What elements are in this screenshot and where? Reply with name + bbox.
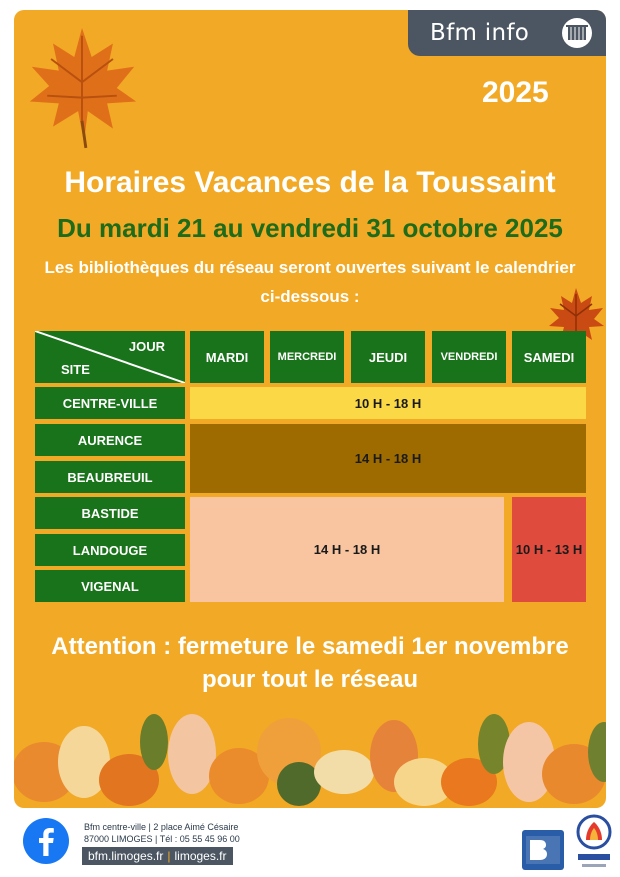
site-label: VIGENAL	[35, 570, 185, 602]
brand-header	[408, 10, 606, 56]
facebook-icon[interactable]	[23, 818, 69, 864]
corner-day-label: JOUR	[128, 339, 165, 354]
pumpkins-illustration	[14, 702, 606, 808]
hours-weekdays-others: 14 H - 18 H	[190, 497, 504, 602]
site-label: BEAUBREUIL	[35, 461, 185, 493]
table-corner-header	[35, 331, 185, 383]
closure-notice: Attention : fermeture le samedi 1er novembre pour tout le réseau	[51, 633, 569, 693]
website-link[interactable]: bfm.limoges.fr	[88, 849, 164, 863]
site-label: LANDOUGE	[35, 534, 185, 566]
poster	[14, 10, 606, 808]
site-label: BASTIDE	[35, 497, 185, 529]
day-header: SAMEDI	[512, 331, 586, 383]
website-link[interactable]: limoges.fr	[174, 849, 227, 863]
hours-aurence-beaubreuil: 14 H - 18 H	[190, 424, 586, 493]
limoges-logo	[574, 814, 614, 874]
bfm-logo	[522, 830, 564, 870]
hours-centre-ville: 10 H - 18 H	[190, 387, 586, 419]
brand-name: Bfm info	[430, 20, 530, 46]
building-icon	[560, 17, 594, 49]
day-header: VENDREDI	[432, 331, 506, 383]
day-header: MERCREDI	[270, 331, 344, 383]
address-line: 87000 LIMOGES | Tél : 05 55 45 96 00	[84, 834, 240, 844]
intro-text: Les bibliothèques du réseau seront ouvertes suivant le calendrier ci-dessous :	[44, 258, 576, 306]
link-separator: |	[167, 849, 171, 863]
site-label: AURENCE	[35, 424, 185, 456]
footer-links	[82, 847, 233, 865]
date-range: Du mardi 21 au vendredi 31 octobre 2025	[57, 213, 563, 243]
hours-saturday-others: 10 H - 13 H	[512, 497, 586, 602]
year: 2025	[482, 76, 549, 109]
corner-site-label: SITE	[61, 362, 90, 377]
site-label: CENTRE-VILLE	[35, 387, 185, 419]
day-header: JEUDI	[351, 331, 425, 383]
page-title: Horaires Vacances de la Toussaint	[64, 166, 556, 199]
maple-leaf-icon	[24, 22, 140, 152]
address-line: Bfm centre-ville | 2 place Aimé Césaire	[84, 822, 239, 832]
day-header: MARDI	[190, 331, 264, 383]
